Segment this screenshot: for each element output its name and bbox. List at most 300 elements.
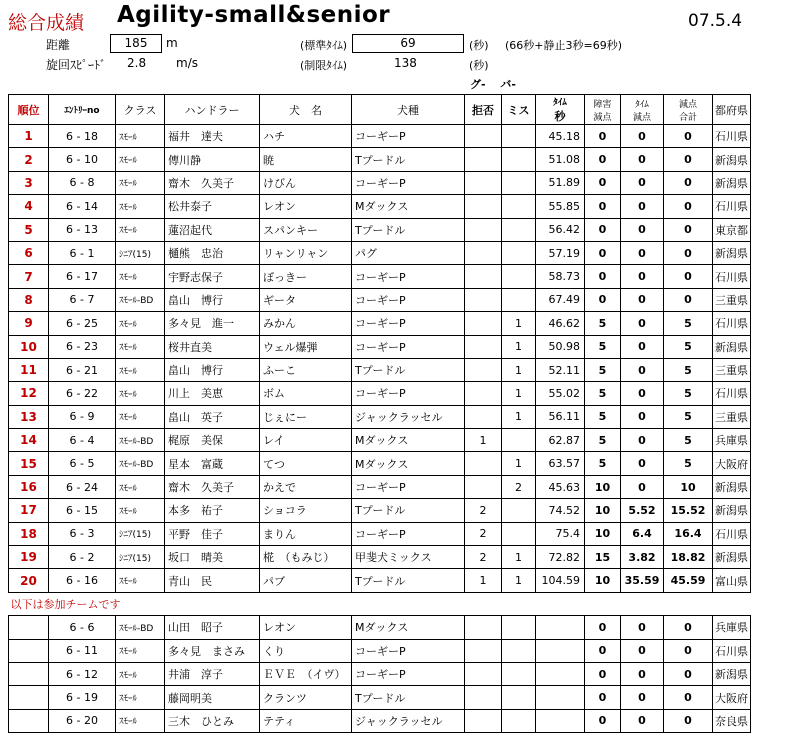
obstacle-penalty-cell: 10 [585, 522, 621, 545]
table-row [9, 288, 751, 311]
class-cell: ｽﾓｰﾙ [116, 405, 165, 428]
class-cell: ｽﾓｰﾙ [116, 639, 165, 662]
prefecture-cell: 兵庫県 [713, 616, 751, 639]
time-penalty-cell: 0 [621, 452, 664, 475]
total-penalty-cell: 5 [664, 358, 713, 381]
time-penalty-cell: 0 [621, 382, 664, 405]
handler-cell: 桜井直美 [165, 335, 260, 358]
time-penalty-cell: 0 [621, 335, 664, 358]
class-cell: ｽﾓｰﾙ [116, 569, 165, 592]
breed-cell: パグ [352, 241, 465, 264]
table-row [9, 148, 751, 171]
limit-time-unit: (秒) [469, 59, 489, 72]
miss-cell: 2 [502, 475, 536, 498]
obstacle-penalty-cell: 5 [585, 429, 621, 452]
handler-cell: 星本 富蔵 [165, 452, 260, 475]
entry-cell: 6 - 22 [49, 382, 116, 405]
prefecture-cell: 新潟県 [713, 499, 751, 522]
dog-name-cell: ギータ [260, 288, 352, 311]
dog-name-cell: くり [260, 639, 352, 662]
dog-name-cell: クランツ [260, 686, 352, 709]
table-header-row [9, 95, 751, 125]
header-line: 秒 [554, 110, 566, 123]
obstacle-penalty-cell: 5 [585, 312, 621, 335]
total-penalty-cell: 5 [664, 335, 713, 358]
title-jp: 総合成績 [8, 12, 85, 34]
refuse-cell: 1 [465, 429, 502, 452]
breed-cell: Mダックス [352, 195, 465, 218]
time-cell: 46.62 [536, 312, 585, 335]
class-cell: ｽﾓｰﾙ [116, 499, 165, 522]
dog-name-cell: ＥＶＥ （イヴ） [260, 662, 352, 685]
table-row [9, 522, 751, 545]
breed-cell: Tプードル [352, 499, 465, 522]
total-penalty-cell: 10 [664, 475, 713, 498]
col-class: クラス [116, 95, 165, 125]
refuse-cell: 2 [465, 546, 502, 569]
handler-cell: 坂口 晴美 [165, 546, 260, 569]
rank-cell: 3 [9, 171, 49, 194]
total-penalty-cell: 0 [664, 709, 713, 732]
participants-note: 以下は参加チームです [10, 598, 121, 611]
breed-cell: ジャックラッセル [352, 405, 465, 428]
entry-cell: 6 - 15 [49, 499, 116, 522]
handler-cell: 宇野志保子 [165, 265, 260, 288]
rank-cell: 14 [9, 429, 49, 452]
table-row [9, 499, 751, 522]
entry-cell: 6 - 20 [49, 709, 116, 732]
time-cell: 51.08 [536, 148, 585, 171]
col-total-penalty [664, 95, 713, 125]
col-prefecture: 都府県 [713, 95, 751, 125]
class-cell: ｽﾓｰﾙ [116, 662, 165, 685]
entry-cell: 6 - 8 [49, 171, 116, 194]
class-cell: ｽﾓｰﾙ [116, 312, 165, 335]
handler-cell: 藤岡明美 [165, 686, 260, 709]
obstacle-penalty-cell: 0 [585, 709, 621, 732]
class-cell: ｽﾓｰﾙ-BD [116, 452, 165, 475]
obstacle-penalty-cell: 10 [585, 475, 621, 498]
refuse-cell [465, 382, 502, 405]
handler-cell: 畠山 英子 [165, 405, 260, 428]
dog-name-cell: ウェル爆弾 [260, 335, 352, 358]
refuse-cell: 2 [465, 499, 502, 522]
time-cell: 57.19 [536, 241, 585, 264]
obstacle-penalty-cell: 0 [585, 171, 621, 194]
time-cell [536, 662, 585, 685]
rank-cell: 4 [9, 195, 49, 218]
dog-name-cell: レオン [260, 616, 352, 639]
class-cell: ｽﾓｰﾙ [116, 358, 165, 381]
miss-cell [502, 686, 536, 709]
obstacle-penalty-cell: 5 [585, 335, 621, 358]
obstacle-penalty-cell: 0 [585, 265, 621, 288]
table-row [9, 569, 751, 592]
time-cell: 74.52 [536, 499, 585, 522]
col-rank: 順位 [9, 95, 49, 125]
header-line: 減点 [593, 112, 612, 123]
obstacle-penalty-cell: 5 [585, 452, 621, 475]
dog-name-cell: ふーこ [260, 358, 352, 381]
breed-cell: コーギーP [352, 475, 465, 498]
entry-cell: 6 - 5 [49, 452, 116, 475]
entry-cell: 6 - 19 [49, 686, 116, 709]
handler-cell: 畠山 博行 [165, 358, 260, 381]
dog-name-cell: ハチ [260, 125, 352, 148]
obstacle-penalty-cell: 15 [585, 546, 621, 569]
refuse-cell [465, 125, 502, 148]
time-penalty-cell: 0 [621, 171, 664, 194]
refuse-cell [465, 265, 502, 288]
handler-cell: 多々見 まさみ [165, 639, 260, 662]
time-penalty-cell: 0 [621, 125, 664, 148]
obstacle-penalty-cell: 0 [585, 241, 621, 264]
miss-cell [502, 499, 536, 522]
miss-cell: 1 [502, 358, 536, 381]
class-cell: ｽﾓｰﾙ [116, 125, 165, 148]
entry-cell: 6 - 14 [49, 195, 116, 218]
table-row [9, 358, 751, 381]
rank-cell: 15 [9, 452, 49, 475]
time-penalty-cell: 6.4 [621, 522, 664, 545]
entry-cell: 6 - 11 [49, 639, 116, 662]
participant-row [9, 616, 751, 639]
time-cell: 58.73 [536, 265, 585, 288]
refuse-cell [465, 358, 502, 381]
time-cell: 67.49 [536, 288, 585, 311]
time-penalty-cell: 0 [621, 662, 664, 685]
breed-cell: Tプードル [352, 569, 465, 592]
miss-cell [502, 265, 536, 288]
breed-cell: コーギーP [352, 288, 465, 311]
prefecture-cell: 大阪府 [713, 452, 751, 475]
prefecture-cell: 石川県 [713, 265, 751, 288]
std-time-unit: (秒) [469, 39, 489, 52]
table-row [9, 452, 751, 475]
obstacle-penalty-cell: 0 [585, 148, 621, 171]
breed-cell: コーギーP [352, 639, 465, 662]
breed-cell: コーギーP [352, 522, 465, 545]
table-row [9, 475, 751, 498]
refuse-cell [465, 662, 502, 685]
class-cell: ｽﾓｰﾙ [116, 382, 165, 405]
breed-cell: Tプードル [352, 358, 465, 381]
class-cell: ｽﾓｰﾙ [116, 475, 165, 498]
header-line: 合計 [678, 112, 697, 123]
entry-cell: 6 - 1 [49, 241, 116, 264]
table-row [9, 265, 751, 288]
time-penalty-cell: 0 [621, 312, 664, 335]
entry-cell: 6 - 9 [49, 405, 116, 428]
time-penalty-cell: 0 [621, 195, 664, 218]
date: 07.5.4 [688, 11, 743, 31]
time-cell: 62.87 [536, 429, 585, 452]
speed-unit: m/s [176, 56, 198, 70]
distance-unit: m [166, 36, 178, 50]
table-row [9, 125, 751, 148]
miss-cell [502, 218, 536, 241]
table-row [9, 312, 751, 335]
header-line: 減点 [632, 112, 651, 123]
table-row [9, 195, 751, 218]
total-penalty-cell: 0 [664, 218, 713, 241]
rank-cell: 19 [9, 546, 49, 569]
refuse-cell [465, 616, 502, 639]
std-time-note: (66秒+静止3秒=69秒) [505, 39, 623, 52]
col-time-penalty [621, 95, 664, 125]
obstacle-penalty-cell: 0 [585, 616, 621, 639]
prefecture-cell: 新潟県 [713, 662, 751, 685]
time-penalty-cell: 0 [621, 616, 664, 639]
dog-name-cell: パブ [260, 569, 352, 592]
miss-cell: 1 [502, 569, 536, 592]
participant-row [9, 686, 751, 709]
dog-name-cell: 椛 （もみじ） [260, 546, 352, 569]
rank-cell [9, 639, 49, 662]
prefecture-cell: 三重県 [713, 405, 751, 428]
time-penalty-cell: 35.59 [621, 569, 664, 592]
distance-label: 距離 [46, 38, 71, 52]
col-breed: 犬種 [352, 95, 465, 125]
col-refuse: 拒否 [465, 95, 502, 125]
handler-cell: 松井泰子 [165, 195, 260, 218]
obstacle-penalty-cell: 10 [585, 569, 621, 592]
entry-cell: 6 - 12 [49, 662, 116, 685]
total-penalty-cell: 0 [664, 639, 713, 662]
entry-cell: 6 - 17 [49, 265, 116, 288]
class-cell: ｽﾓｰﾙ [116, 218, 165, 241]
time-cell: 56.42 [536, 218, 585, 241]
breed-cell: コーギーP [352, 125, 465, 148]
handler-cell: 齋木 久美子 [165, 171, 260, 194]
header-line: ﾀｲﾑ [635, 99, 649, 110]
refuse-cell [465, 288, 502, 311]
breed-cell: ジャックラッセル [352, 709, 465, 732]
prefecture-cell: 石川県 [713, 522, 751, 545]
miss-cell [502, 429, 536, 452]
rank-cell: 17 [9, 499, 49, 522]
prefecture-cell: 新潟県 [713, 335, 751, 358]
time-penalty-cell: 0 [621, 358, 664, 381]
time-cell: 45.63 [536, 475, 585, 498]
total-penalty-cell: 5 [664, 312, 713, 335]
rank-cell: 13 [9, 405, 49, 428]
handler-cell: 平野 佳子 [165, 522, 260, 545]
prefecture-cell: 新潟県 [713, 148, 751, 171]
refuse-cell: 2 [465, 522, 502, 545]
handler-cell: 福井 達夫 [165, 125, 260, 148]
handler-cell: 多々見 進一 [165, 312, 260, 335]
table-row [9, 171, 751, 194]
col-handler: ハンドラー [165, 95, 260, 125]
entry-cell: 6 - 4 [49, 429, 116, 452]
miss-cell [502, 195, 536, 218]
prefecture-cell: 富山県 [713, 569, 751, 592]
group-label: グ- バ- [470, 78, 516, 91]
prefecture-cell: 新潟県 [713, 171, 751, 194]
breed-cell: Tプードル [352, 148, 465, 171]
time-cell [536, 709, 585, 732]
prefecture-cell: 東京都 [713, 218, 751, 241]
header-line: ﾀｲﾑ [553, 98, 567, 108]
obstacle-penalty-cell: 5 [585, 382, 621, 405]
total-penalty-cell: 0 [664, 616, 713, 639]
dog-name-cell: けびん [260, 171, 352, 194]
dog-name-cell: みかん [260, 312, 352, 335]
obstacle-penalty-cell: 0 [585, 288, 621, 311]
time-cell [536, 616, 585, 639]
total-penalty-cell: 0 [664, 241, 713, 264]
rank-cell: 1 [9, 125, 49, 148]
prefecture-cell: 新潟県 [713, 475, 751, 498]
dog-name-cell: じぇにー [260, 405, 352, 428]
class-cell: ｽﾓｰﾙ [116, 686, 165, 709]
distance-value: 185 [110, 34, 162, 53]
entry-cell: 6 - 2 [49, 546, 116, 569]
refuse-cell [465, 639, 502, 662]
participants-note-row [9, 592, 751, 615]
header-line: 減点 [678, 99, 697, 110]
table-row [9, 218, 751, 241]
dog-name-cell: リャンリャン [260, 241, 352, 264]
time-cell [536, 686, 585, 709]
entry-cell: 6 - 10 [49, 148, 116, 171]
time-penalty-cell: 0 [621, 265, 664, 288]
dog-name-cell: スパンキー [260, 218, 352, 241]
time-penalty-cell: 0 [621, 288, 664, 311]
total-penalty-cell: 5 [664, 429, 713, 452]
breed-cell: Mダックス [352, 452, 465, 475]
rank-cell: 12 [9, 382, 49, 405]
miss-cell [502, 709, 536, 732]
entry-cell: 6 - 3 [49, 522, 116, 545]
prefecture-cell: 新潟県 [713, 546, 751, 569]
handler-cell: 山田 昭子 [165, 616, 260, 639]
class-cell: ｽﾓｰﾙ-BD [116, 429, 165, 452]
miss-cell [502, 639, 536, 662]
participant-row [9, 662, 751, 685]
col-dog: 犬 名 [260, 95, 352, 125]
total-penalty-cell: 0 [664, 686, 713, 709]
participant-row [9, 639, 751, 662]
breed-cell: Tプードル [352, 218, 465, 241]
breed-cell: Mダックス [352, 429, 465, 452]
miss-cell [502, 171, 536, 194]
prefecture-cell: 奈良県 [713, 709, 751, 732]
miss-cell [502, 288, 536, 311]
dog-name-cell: 暁 [260, 148, 352, 171]
dog-name-cell: レイ [260, 429, 352, 452]
time-penalty-cell: 0 [621, 405, 664, 428]
prefecture-cell: 兵庫県 [713, 429, 751, 452]
time-cell: 72.82 [536, 546, 585, 569]
rank-cell: 10 [9, 335, 49, 358]
breed-cell: Tプードル [352, 686, 465, 709]
col-entry: ｴﾝﾄﾘｰno [49, 95, 116, 125]
dog-name-cell: まりん [260, 522, 352, 545]
breed-cell: Mダックス [352, 616, 465, 639]
limit-time-label: (制限ﾀｲﾑ) [300, 59, 348, 72]
time-cell: 51.89 [536, 171, 585, 194]
entry-cell: 6 - 13 [49, 218, 116, 241]
dog-name-cell: ボム [260, 382, 352, 405]
prefecture-cell: 石川県 [713, 195, 751, 218]
handler-cell: 青山 民 [165, 569, 260, 592]
miss-cell [502, 241, 536, 264]
entry-cell: 6 - 7 [49, 288, 116, 311]
time-penalty-cell: 0 [621, 429, 664, 452]
total-penalty-cell: 5 [664, 382, 713, 405]
limit-time-value: 138 [394, 56, 417, 70]
entry-cell: 6 - 23 [49, 335, 116, 358]
rank-cell: 6 [9, 241, 49, 264]
prefecture-cell: 石川県 [713, 382, 751, 405]
time-cell: 75.4 [536, 522, 585, 545]
breed-cell: コーギーP [352, 312, 465, 335]
rank-cell [9, 662, 49, 685]
total-penalty-cell: 16.4 [664, 522, 713, 545]
refuse-cell [465, 148, 502, 171]
obstacle-penalty-cell: 10 [585, 499, 621, 522]
time-penalty-cell: 0 [621, 475, 664, 498]
breed-cell: コーギーP [352, 382, 465, 405]
class-cell: ｽﾓｰﾙ [116, 709, 165, 732]
handler-cell: 三木 ひとみ [165, 709, 260, 732]
time-penalty-cell: 0 [621, 709, 664, 732]
breed-cell: コーギーP [352, 335, 465, 358]
results-table [8, 94, 751, 733]
rank-cell [9, 709, 49, 732]
obstacle-penalty-cell: 0 [585, 639, 621, 662]
prefecture-cell: 大阪府 [713, 686, 751, 709]
class-cell: ｽﾓｰﾙ [116, 171, 165, 194]
rank-cell [9, 686, 49, 709]
dog-name-cell: てつ [260, 452, 352, 475]
breed-cell: コーギーP [352, 265, 465, 288]
obstacle-penalty-cell: 5 [585, 358, 621, 381]
refuse-cell [465, 709, 502, 732]
miss-cell [502, 148, 536, 171]
table-row [9, 546, 751, 569]
class-cell: ｼﾆｱ(15) [116, 546, 165, 569]
prefecture-cell: 新潟県 [713, 241, 751, 264]
miss-cell: 1 [502, 335, 536, 358]
prefecture-cell: 三重県 [713, 288, 751, 311]
time-cell: 55.85 [536, 195, 585, 218]
dog-name-cell: レオン [260, 195, 352, 218]
refuse-cell [465, 241, 502, 264]
obstacle-penalty-cell: 0 [585, 195, 621, 218]
time-cell [536, 639, 585, 662]
time-penalty-cell: 0 [621, 686, 664, 709]
total-penalty-cell: 0 [664, 171, 713, 194]
breed-cell: コーギーP [352, 662, 465, 685]
time-cell: 45.18 [536, 125, 585, 148]
total-penalty-cell: 0 [664, 265, 713, 288]
refuse-cell [465, 218, 502, 241]
handler-cell: 井浦 淳子 [165, 662, 260, 685]
miss-cell: 1 [502, 546, 536, 569]
miss-cell [502, 662, 536, 685]
handler-cell: 蓮沼起代 [165, 218, 260, 241]
prefecture-cell: 石川県 [713, 312, 751, 335]
class-cell: ｽﾓｰﾙ [116, 148, 165, 171]
dog-name-cell: ショコラ [260, 499, 352, 522]
rank-cell: 2 [9, 148, 49, 171]
refuse-cell [465, 475, 502, 498]
breed-cell: コーギーP [352, 171, 465, 194]
rank-cell: 8 [9, 288, 49, 311]
